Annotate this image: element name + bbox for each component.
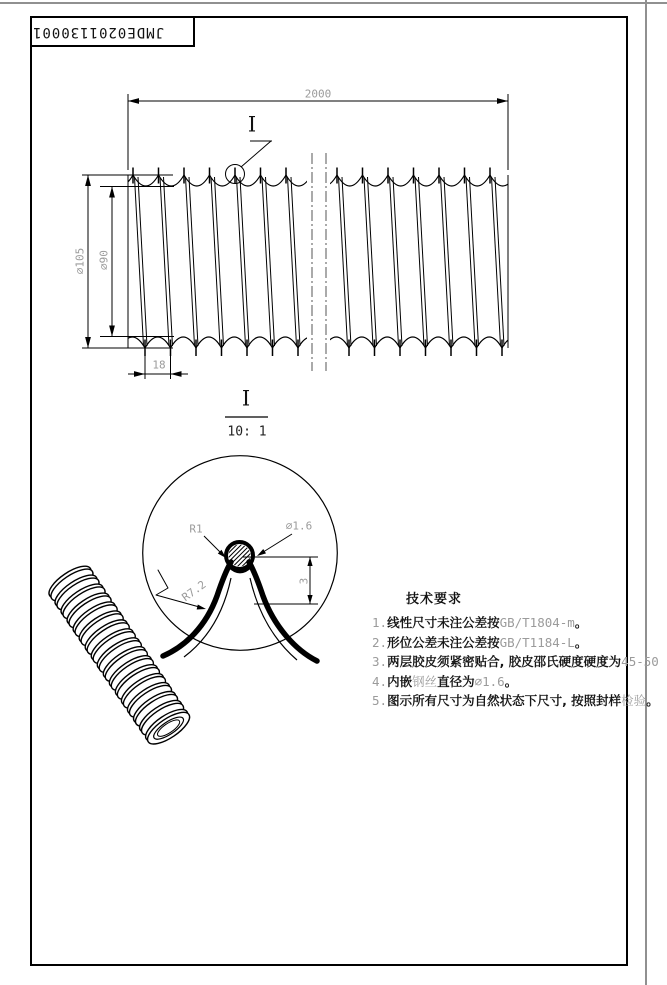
technical-requirements — [372, 588, 659, 711]
tech-note-line: 3.两层胶皮须紧密贴合, 胶皮邵氏硬度硬度为45-50 — [372, 654, 659, 669]
dim-wire-diameter: ∅1.6 — [285, 519, 313, 533]
dim-length-2000: 2000 — [304, 87, 332, 101]
dim-groove-radius: R7.2 — [179, 577, 209, 605]
detail-view-scale: 10: 1 — [227, 424, 267, 440]
tech-note-line: 2.形位公差未注公差按GB/T1184-L。 — [372, 634, 588, 650]
detail-callout-label: I — [247, 112, 257, 137]
tech-note-line: 5.图示所有尺寸为自然状态下尺寸, 按照封样检验。 — [372, 693, 659, 708]
tech-note-line: 4.内嵌钢丝直径为∅1.6。 — [372, 673, 518, 689]
tech-note-line: 1.线性尺寸未注公差按GB/T1804-m。 — [372, 615, 588, 630]
dim-inner-diameter: ∅90 — [97, 250, 111, 270]
drawing-number: JMDE0201130001 — [32, 23, 165, 40]
tech-requirements-notes — [372, 613, 659, 711]
dim-outer-diameter: ∅105 — [73, 247, 87, 275]
dim-pitch-18: 18 — [152, 358, 166, 372]
dim-height-3: 3 — [297, 577, 311, 585]
dim-fillet-radius: R1 — [189, 522, 203, 536]
detail-view-label: I — [241, 386, 251, 411]
tech-requirements-title: 技术要求 — [406, 592, 463, 607]
